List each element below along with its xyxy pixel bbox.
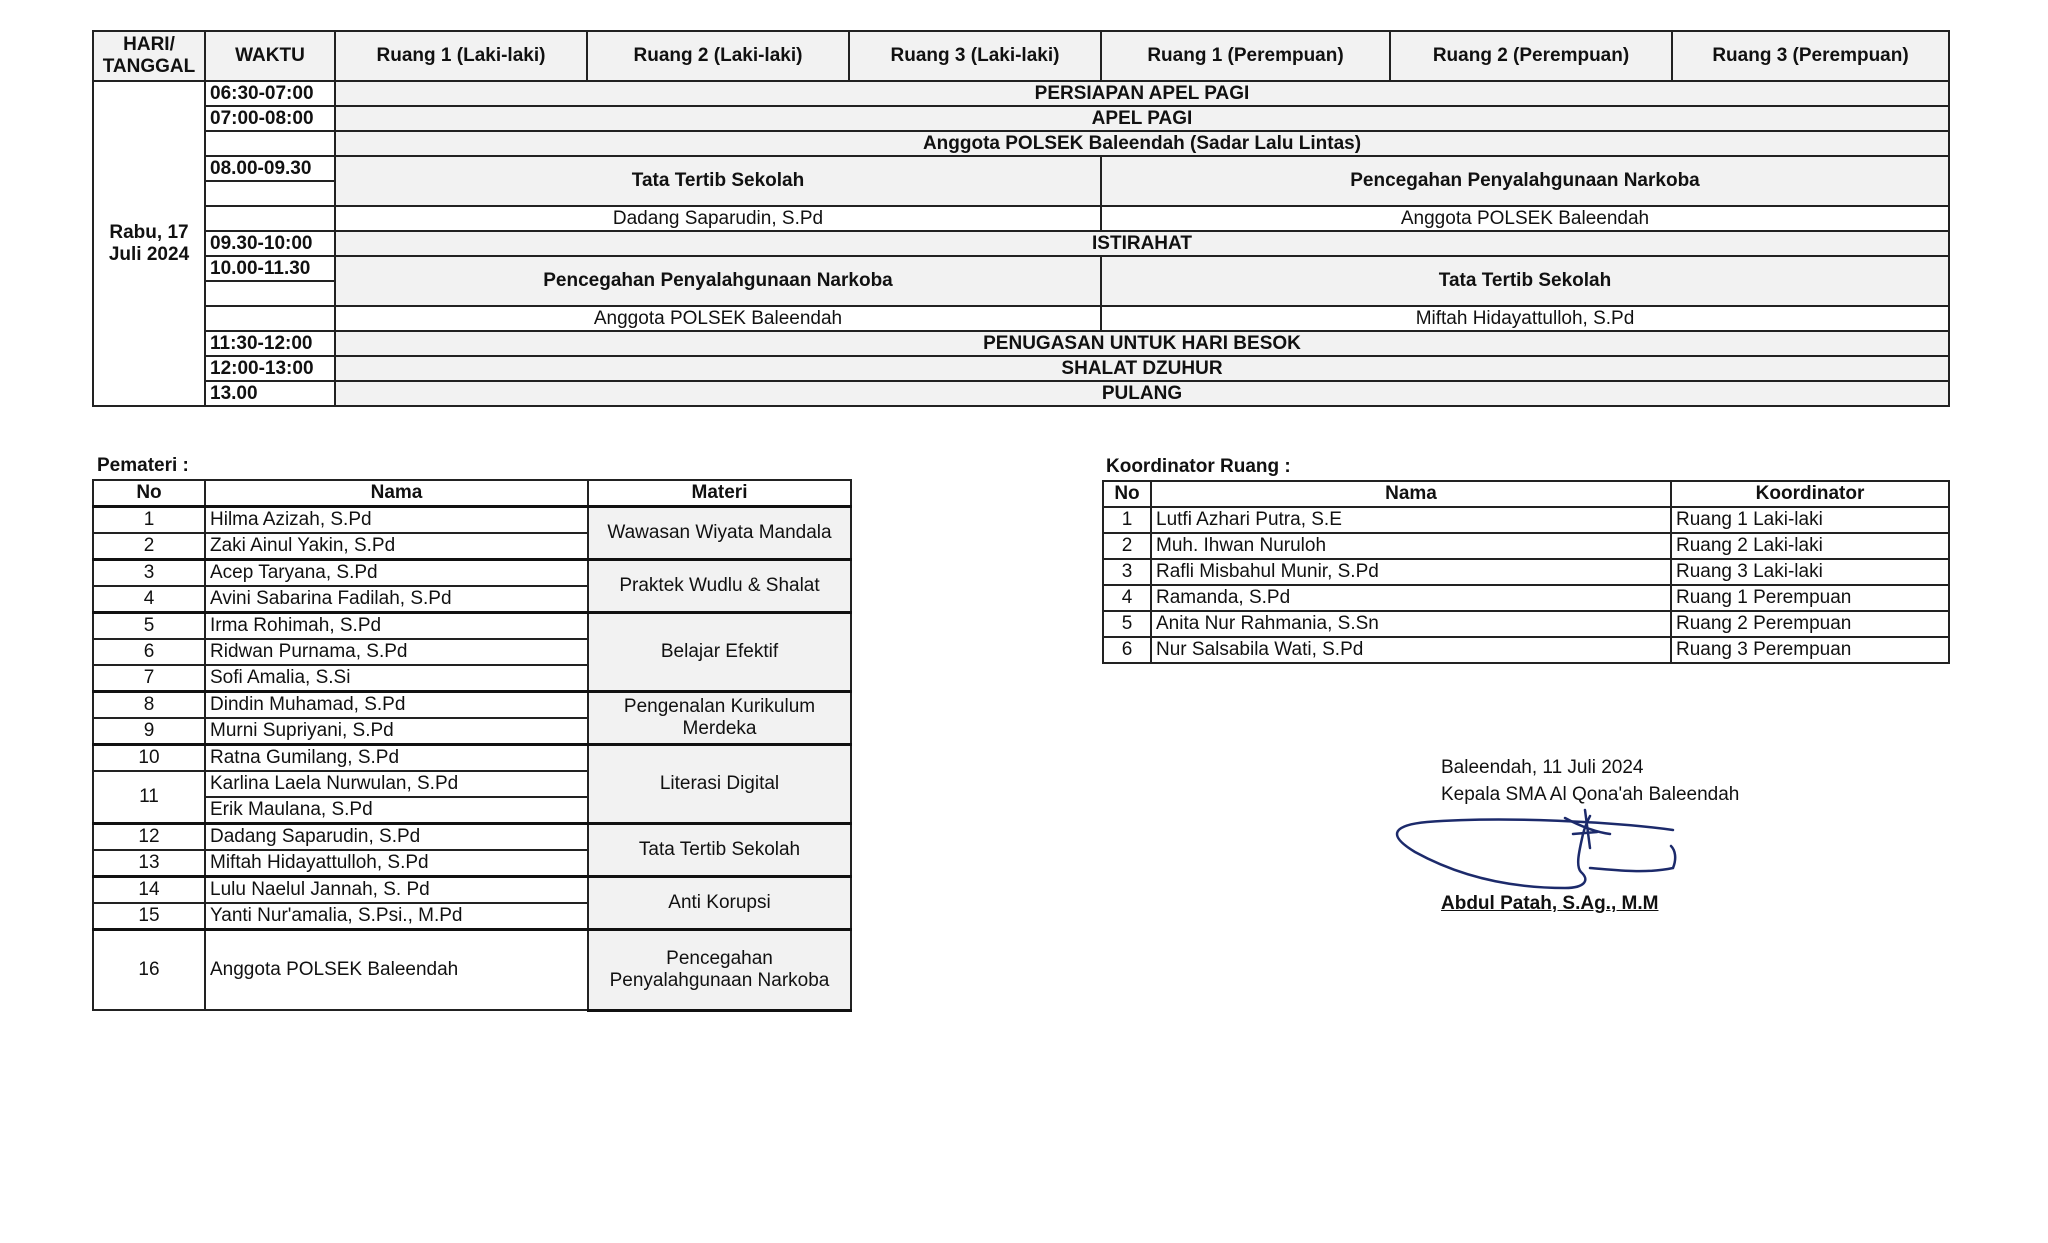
header-materi: Materi xyxy=(588,480,851,507)
schedule-table xyxy=(92,30,1950,407)
header-nama: Nama xyxy=(1151,481,1671,507)
row-ruang: Ruang 3 Perempuan xyxy=(1671,637,1949,663)
session-cell: Tata Tertib Sekolah xyxy=(335,156,1101,206)
row-nama: Ratna Gumilang, S.Pd xyxy=(205,745,588,772)
table-row xyxy=(1103,533,1949,559)
row-no: 5 xyxy=(93,613,205,640)
row-nama: Muh. Ihwan Nuruloh xyxy=(1151,533,1671,559)
activity-cell: SHALAT DZUHUR xyxy=(335,356,1949,381)
signature-position: Kepala SMA Al Qona'ah Baleendah xyxy=(1441,784,1740,805)
time-cell: 09.30-10:00 xyxy=(205,231,335,256)
row-materi: Wawasan Wiyata Mandala xyxy=(588,507,851,560)
time-cell: 11:30-12:00 xyxy=(205,331,335,356)
row-no: 7 xyxy=(93,665,205,692)
row-nama: Karlina Laela Nurwulan, S.Pd xyxy=(205,771,588,797)
row-no: 3 xyxy=(93,560,205,587)
table-row xyxy=(93,930,851,1011)
table-row xyxy=(93,560,851,587)
header-ruang2-perempuan: Ruang 2 (Perempuan) xyxy=(1390,31,1672,81)
row-materi: Pengenalan Kurikulum Merdeka xyxy=(588,692,851,745)
row-materi: Anti Korupsi xyxy=(588,877,851,930)
time-cell xyxy=(205,281,335,306)
signatory-name: Abdul Patah, S.Ag., M.M xyxy=(1441,893,1659,914)
time-cell xyxy=(205,306,335,331)
row-nama: Hilma Azizah, S.Pd xyxy=(205,507,588,534)
row-ruang: Ruang 2 Perempuan xyxy=(1671,611,1949,637)
row-nama: Lulu Naelul Jannah, S. Pd xyxy=(205,877,588,904)
activity-cell: PENUGASAN UNTUK HARI BESOK xyxy=(335,331,1949,356)
time-cell: 06:30-07:00 xyxy=(205,81,335,106)
table-row xyxy=(93,745,851,772)
handwritten-signature xyxy=(1385,808,1685,896)
row-no: 10 xyxy=(93,745,205,772)
header-waktu: WAKTU xyxy=(205,31,335,81)
row-no: 12 xyxy=(93,824,205,851)
koordinator-header-row xyxy=(1103,481,1949,507)
session-cell: Pencegahan Penyalahgunaan Narkoba xyxy=(335,256,1101,306)
row-no: 6 xyxy=(93,639,205,665)
table-row xyxy=(1103,637,1949,663)
pemateri-table xyxy=(92,479,852,1012)
row-ruang: Ruang 1 Laki-laki xyxy=(1671,507,1949,533)
row-no: 8 xyxy=(93,692,205,719)
row-materi: Praktek Wudlu & Shalat xyxy=(588,560,851,613)
row-nama: Sofi Amalia, S.Si xyxy=(205,665,588,692)
time-cell: 07:00-08:00 xyxy=(205,106,335,131)
row-materi: Belajar Efektif xyxy=(588,613,851,692)
row-no: 1 xyxy=(93,507,205,534)
row-nama: Rafli Misbahul Munir, S.Pd xyxy=(1151,559,1671,585)
activity-cell: PERSIAPAN APEL PAGI xyxy=(335,81,1949,106)
row-no: 16 xyxy=(93,930,205,1011)
pemateri-header-row xyxy=(93,480,851,507)
row-no: 13 xyxy=(93,850,205,877)
row-nama: Dindin Muhamad, S.Pd xyxy=(205,692,588,719)
header-nama: Nama xyxy=(205,480,588,507)
time-cell: 10.00-11.30 xyxy=(205,256,335,281)
activity-cell: PULANG xyxy=(335,381,1949,406)
koordinator-table xyxy=(1102,480,1950,664)
row-nama: Irma Rohimah, S.Pd xyxy=(205,613,588,640)
time-cell: 13.00 xyxy=(205,381,335,406)
row-materi: Pencegahan Penyalahgunaan Narkoba xyxy=(588,930,851,1011)
schedule-header-row xyxy=(93,31,1949,81)
row-ruang: Ruang 3 Laki-laki xyxy=(1671,559,1949,585)
header-ruang1-laki: Ruang 1 (Laki-laki) xyxy=(335,31,587,81)
speaker-cell: Anggota POLSEK Baleendah xyxy=(1101,206,1949,231)
header-ruang1-perempuan: Ruang 1 (Perempuan) xyxy=(1101,31,1390,81)
time-cell xyxy=(205,181,335,206)
row-nama: Murni Supriyani, S.Pd xyxy=(205,718,588,745)
time-cell xyxy=(205,131,335,156)
row-no: 11 xyxy=(93,771,205,824)
header-koordinator: Koordinator xyxy=(1671,481,1949,507)
table-row xyxy=(1103,611,1949,637)
header-ruang3-laki: Ruang 3 (Laki-laki) xyxy=(849,31,1101,81)
table-row xyxy=(1103,585,1949,611)
row-nama: Ramanda, S.Pd xyxy=(1151,585,1671,611)
table-row xyxy=(93,824,851,851)
koordinator-label: Koordinator Ruang : xyxy=(1106,456,1291,477)
header-ruang3-perempuan: Ruang 3 (Perempuan) xyxy=(1672,31,1949,81)
header-no: No xyxy=(1103,481,1151,507)
speaker-cell: Miftah Hidayattulloh, S.Pd xyxy=(1101,306,1949,331)
session-cell: Tata Tertib Sekolah xyxy=(1101,256,1949,306)
row-no: 4 xyxy=(93,586,205,613)
row-nama: Lutfi Azhari Putra, S.E xyxy=(1151,507,1671,533)
activity-cell: APEL PAGI xyxy=(335,106,1949,131)
header-ruang2-laki: Ruang 2 (Laki-laki) xyxy=(587,31,849,81)
row-no: 5 xyxy=(1103,611,1151,637)
row-ruang: Ruang 2 Laki-laki xyxy=(1671,533,1949,559)
session-cell: Pencegahan Penyalahgunaan Narkoba xyxy=(1101,156,1949,206)
row-materi: Tata Tertib Sekolah xyxy=(588,824,851,877)
signature-place-date: Baleendah, 11 Juli 2024 xyxy=(1441,757,1644,778)
row-nama: Anita Nur Rahmania, S.Sn xyxy=(1151,611,1671,637)
day-cell: Rabu, 17 Juli 2024 xyxy=(93,81,205,406)
activity-cell: ISTIRAHAT xyxy=(335,231,1949,256)
row-nama: Acep Taryana, S.Pd xyxy=(205,560,588,587)
row-materi: Literasi Digital xyxy=(588,745,851,824)
row-no: 2 xyxy=(93,533,205,560)
speaker-cell: Dadang Saparudin, S.Pd xyxy=(335,206,1101,231)
row-nama: Yanti Nur'amalia, S.Psi., M.Pd xyxy=(205,903,588,930)
table-row xyxy=(93,507,851,534)
row-nama: Miftah Hidayattulloh, S.Pd xyxy=(205,850,588,877)
row-nama: Dadang Saparudin, S.Pd xyxy=(205,824,588,851)
header-no: No xyxy=(93,480,205,507)
row-no: 15 xyxy=(93,903,205,930)
table-row xyxy=(93,692,851,719)
table-row xyxy=(93,613,851,640)
row-nama: Anggota POLSEK Baleendah xyxy=(205,930,588,1011)
table-row xyxy=(1103,559,1949,585)
row-no: 4 xyxy=(1103,585,1151,611)
row-no: 9 xyxy=(93,718,205,745)
activity-cell: Anggota POLSEK Baleendah (Sadar Lalu Lintas) xyxy=(335,131,1949,156)
time-cell xyxy=(205,206,335,231)
pemateri-label: Pemateri : xyxy=(97,455,189,476)
header-hari-tanggal: HARI/ TANGGAL xyxy=(93,31,205,81)
row-no: 14 xyxy=(93,877,205,904)
row-nama: Avini Sabarina Fadilah, S.Pd xyxy=(205,586,588,613)
time-cell: 08.00-09.30 xyxy=(205,156,335,181)
row-no: 3 xyxy=(1103,559,1151,585)
row-no: 1 xyxy=(1103,507,1151,533)
row-ruang: Ruang 1 Perempuan xyxy=(1671,585,1949,611)
row-nama: Erik Maulana, S.Pd xyxy=(205,797,588,824)
row-no: 6 xyxy=(1103,637,1151,663)
table-row xyxy=(1103,507,1949,533)
row-no: 2 xyxy=(1103,533,1151,559)
row-nama: Nur Salsabila Wati, S.Pd xyxy=(1151,637,1671,663)
row-nama: Zaki Ainul Yakin, S.Pd xyxy=(205,533,588,560)
speaker-cell: Anggota POLSEK Baleendah xyxy=(335,306,1101,331)
table-row xyxy=(93,877,851,904)
row-nama: Ridwan Purnama, S.Pd xyxy=(205,639,588,665)
time-cell: 12:00-13:00 xyxy=(205,356,335,381)
